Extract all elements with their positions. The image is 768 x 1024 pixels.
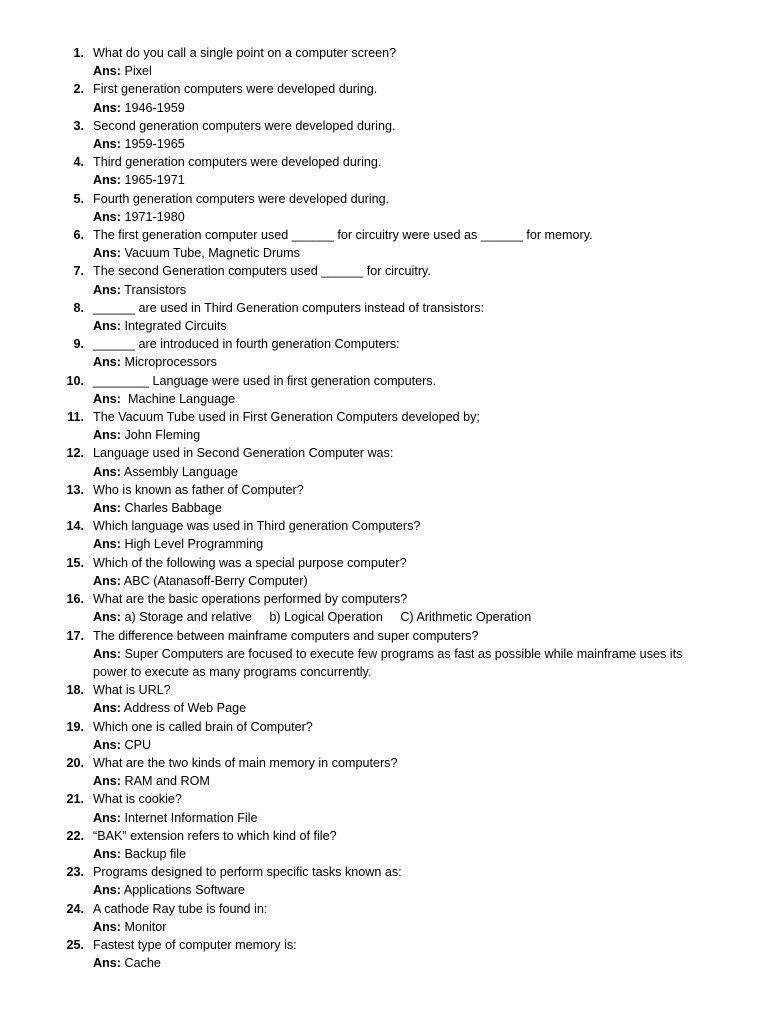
answer-label: Ans: xyxy=(93,883,121,898)
answer-label: Ans: xyxy=(93,209,121,224)
answer-text: CPU xyxy=(121,737,152,752)
answer-label: Ans: xyxy=(93,282,121,297)
answer-label: Ans: xyxy=(93,355,121,370)
answer-label: Ans: xyxy=(93,774,121,789)
answer-text: John Fleming xyxy=(121,428,201,443)
question-item xyxy=(0,153,768,189)
answer-text: Assembly Language xyxy=(121,464,238,479)
answer-label: Ans: xyxy=(93,956,121,971)
question-number: 17. xyxy=(66,628,84,643)
answer-label: Ans: xyxy=(93,137,121,152)
answer-label: Ans: xyxy=(93,846,121,861)
question-text: The Vacuum Tube used in First Generation Computers developed by; xyxy=(93,410,480,425)
answer-label: Ans: xyxy=(93,610,121,625)
question-number: 1. xyxy=(73,46,84,60)
answer-label: Ans: xyxy=(93,537,121,552)
question-number: 9. xyxy=(73,337,84,352)
answer-text: Super Computers are focused to execute few programs as fast as possible while mainframe uses its power to execute as many programs concurrently. xyxy=(93,646,686,679)
answer-text: 1946-1959 xyxy=(121,100,185,115)
answer-line xyxy=(93,317,708,335)
question-item xyxy=(0,590,768,626)
question-number: 7. xyxy=(73,264,84,279)
question-item xyxy=(0,444,768,480)
question-item xyxy=(0,335,768,371)
question-item xyxy=(0,681,768,717)
question-list xyxy=(0,44,768,972)
question-number: 14. xyxy=(66,519,84,534)
answer-label: Ans: xyxy=(93,100,121,115)
answer-text: Charles Babbage xyxy=(121,501,222,516)
question-number: 6. xyxy=(73,228,84,243)
answer-line xyxy=(93,463,708,481)
question-text: ______ are used in Third Generation computers instead of transistors: xyxy=(93,300,485,315)
answer-label: Ans: xyxy=(93,319,121,334)
answer-line xyxy=(93,244,708,262)
question-item xyxy=(0,80,768,116)
answer-label: Ans: xyxy=(93,919,121,934)
question-number: 21. xyxy=(66,792,84,807)
question-number: 25. xyxy=(66,937,84,952)
question-item xyxy=(0,900,768,936)
answer-line xyxy=(93,426,708,444)
question-text: Third generation computers were developed during. xyxy=(93,155,382,170)
question-number: 12. xyxy=(66,446,84,461)
question-item xyxy=(0,299,768,335)
answer-text: Internet Information File xyxy=(121,810,258,825)
answer-text: Transistors xyxy=(121,282,187,297)
question-text: The second Generation computers used ______ for circuitry. xyxy=(93,264,431,279)
answer-text: High Level Programming xyxy=(121,537,264,552)
answer-line xyxy=(93,208,708,226)
answer-line xyxy=(93,62,708,80)
answer-line xyxy=(93,845,708,863)
answer-text: Machine Language xyxy=(121,391,236,406)
answer-line xyxy=(93,645,708,681)
answer-label: Ans: xyxy=(93,428,121,443)
question-number: 4. xyxy=(73,155,84,170)
answer-line xyxy=(93,809,708,827)
question-number: 22. xyxy=(66,828,84,843)
answer-line xyxy=(93,699,708,717)
question-number: 11. xyxy=(67,410,84,425)
answer-text: Monitor xyxy=(121,919,167,934)
answer-line xyxy=(93,918,708,936)
question-item xyxy=(0,936,768,972)
answer-label: Ans: xyxy=(93,246,121,261)
answer-text: Pixel xyxy=(121,64,152,79)
question-item xyxy=(0,117,768,153)
answer-label: Ans: xyxy=(93,501,121,516)
answer-line xyxy=(93,390,708,408)
question-number: 5. xyxy=(73,191,84,206)
question-item xyxy=(0,190,768,226)
answer-line xyxy=(93,499,708,517)
answer-line xyxy=(93,572,708,590)
answer-line xyxy=(93,171,708,189)
question-number: 3. xyxy=(73,118,84,133)
question-text: ________ Language were used in first generation computers. xyxy=(93,373,437,388)
question-text: Second generation computers were developed during. xyxy=(93,118,396,133)
answer-text: Applications Software xyxy=(121,883,245,898)
question-text: Which language was used in Third generation Computers? xyxy=(93,519,421,534)
answer-text: RAM and ROM xyxy=(121,774,210,789)
question-number: 2. xyxy=(73,82,84,97)
question-number: 15. xyxy=(66,555,84,570)
question-text: Programs designed to perform specific tasks known as: xyxy=(93,865,402,880)
answer-line xyxy=(93,135,708,153)
answer-text: ABC (Atanasoff-Berry Computer) xyxy=(121,573,308,588)
question-text: Which one is called brain of Computer? xyxy=(93,719,313,734)
question-text: What do you call a single point on a computer screen? xyxy=(93,46,397,60)
question-number: 13. xyxy=(66,482,84,497)
answer-text: Vacuum Tube, Magnetic Drums xyxy=(121,246,300,261)
answer-label: Ans: xyxy=(93,391,121,406)
question-item xyxy=(0,754,768,790)
answer-line xyxy=(93,281,708,299)
question-item xyxy=(0,481,768,517)
answer-line xyxy=(93,736,708,754)
answer-label: Ans: xyxy=(93,646,121,661)
question-text: What is URL? xyxy=(93,683,171,698)
answer-line xyxy=(93,881,708,899)
question-text: Language used in Second Generation Computer was: xyxy=(93,446,394,461)
answer-label: Ans: xyxy=(93,573,121,588)
question-text: Fastest type of computer memory is: xyxy=(93,937,297,952)
question-number: 19. xyxy=(66,719,84,734)
answer-text: Backup file xyxy=(121,846,187,861)
answer-line xyxy=(93,954,708,972)
question-item xyxy=(0,790,768,826)
question-text: Who is known as father of Computer? xyxy=(93,482,304,497)
answer-text: Cache xyxy=(121,956,161,971)
answer-label: Ans: xyxy=(93,737,121,752)
answer-line xyxy=(93,353,708,371)
question-text: What is cookie? xyxy=(93,792,182,807)
answer-text: a) Storage and relative b) Logical Operation C) Arithmetic Operation xyxy=(121,610,532,625)
question-text: A cathode Ray tube is found in: xyxy=(93,901,268,916)
question-number: 24. xyxy=(66,901,84,916)
answer-text: Address of Web Page xyxy=(121,701,247,716)
answer-label: Ans: xyxy=(93,464,121,479)
question-text: Fourth generation computers were developed during. xyxy=(93,191,390,206)
question-item xyxy=(0,44,768,80)
question-item xyxy=(0,718,768,754)
question-item xyxy=(0,262,768,298)
answer-label: Ans: xyxy=(93,810,121,825)
answer-text: 1959-1965 xyxy=(121,137,185,152)
question-item xyxy=(0,827,768,863)
answer-line xyxy=(93,535,708,553)
question-text: “BAK” extension refers to which kind of file? xyxy=(93,828,337,843)
question-text: The difference between mainframe computers and super computers? xyxy=(93,628,479,643)
question-item xyxy=(0,408,768,444)
question-number: 18. xyxy=(66,683,84,698)
answer-label: Ans: xyxy=(93,173,121,188)
question-text: First generation computers were developed during. xyxy=(93,82,378,97)
answer-label: Ans: xyxy=(93,64,121,79)
question-item xyxy=(0,517,768,553)
answer-label: Ans: xyxy=(93,701,121,716)
question-text: The first generation computer used ______ for circuitry were used as ______ for memory. xyxy=(93,228,593,243)
answer-line xyxy=(93,772,708,790)
answer-text: Microprocessors xyxy=(121,355,217,370)
question-number: 23. xyxy=(66,865,84,880)
question-text: ______ are introduced in fourth generation Computers: xyxy=(93,337,400,352)
question-number: 20. xyxy=(66,755,84,770)
question-number: 8. xyxy=(73,300,84,315)
question-text: What are the basic operations performed by computers? xyxy=(93,592,408,607)
answer-text: Integrated Circuits xyxy=(121,319,227,334)
question-item xyxy=(0,226,768,262)
question-number: 10. xyxy=(66,373,84,388)
question-text: Which of the following was a special purpose computer? xyxy=(93,555,407,570)
question-item xyxy=(0,372,768,408)
answer-text: 1965-1971 xyxy=(121,173,185,188)
question-text: What are the two kinds of main memory in computers? xyxy=(93,755,398,770)
answer-text: 1971-1980 xyxy=(121,209,185,224)
question-item xyxy=(0,554,768,590)
question-item xyxy=(0,627,768,682)
answer-line xyxy=(93,99,708,117)
question-item xyxy=(0,863,768,899)
question-number: 16. xyxy=(66,592,84,607)
answer-line xyxy=(93,608,708,626)
